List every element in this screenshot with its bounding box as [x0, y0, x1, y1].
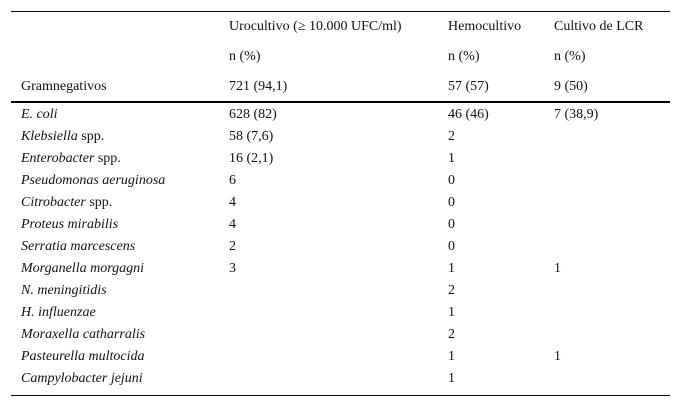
hemocultivo-value: 0 — [448, 195, 455, 210]
organism-name-italic: Citrobacter — [21, 195, 86, 210]
organism-name-suffix: spp. — [85, 195, 113, 210]
organism-name — [21, 239, 135, 255]
organism-name — [21, 107, 58, 123]
organism-name-italic: H. influenzae — [21, 305, 96, 320]
urocultivo-value: 4 — [229, 195, 236, 210]
urocultivo-value: 3 — [229, 261, 236, 276]
organism-name-italic: E. coli — [21, 107, 58, 122]
header-urocultivo-unit: n (%) — [229, 49, 261, 64]
urocultivo-value: 6 — [229, 173, 236, 188]
organism-name — [21, 283, 107, 299]
cultivo-lcr-value: 1 — [554, 349, 561, 364]
hemocultivo-value: 2 — [448, 327, 455, 342]
organism-name — [21, 305, 96, 321]
organism-name-italic: Proteus mirabilis — [21, 217, 119, 232]
organism-name — [21, 173, 165, 189]
organism-name-italic: Pseudomonas aeruginosa — [21, 173, 166, 188]
organism-name — [21, 151, 121, 167]
hemocultivo-value: 0 — [448, 173, 455, 188]
organism-name-italic: Moraxella catharralis — [21, 327, 146, 342]
table-top-rule — [11, 11, 670, 12]
cultivo-lcr-value: 1 — [554, 261, 561, 276]
hemocultivo-value: 1 — [448, 261, 455, 276]
organism-name — [21, 349, 145, 365]
organism-name — [21, 217, 118, 233]
hemocultivo-value: 1 — [448, 305, 455, 320]
table-header-rule — [11, 101, 670, 103]
cultivo-lcr-value: 7 (38,9) — [554, 107, 599, 122]
hemocultivo-value: 1 — [448, 371, 455, 386]
organism-name-italic: Enterobacter — [21, 151, 95, 166]
organism-name-italic: Klebsiella — [21, 129, 78, 144]
organism-name-italic: N. meningitidis — [21, 283, 107, 298]
table-bottom-rule — [11, 395, 670, 396]
organism-name-italic: Morganella morgagni — [21, 261, 145, 276]
hemocultivo-value: 2 — [448, 129, 455, 144]
organism-name — [21, 261, 144, 277]
organism-name-italic: Pasteurella multocida — [21, 349, 145, 364]
header-urocultivo: Urocultivo (≥ 10.000 UFC/ml) — [229, 19, 402, 34]
urocultivo-value: 4 — [229, 217, 236, 232]
hemocultivo-value: 1 — [448, 151, 455, 166]
urocultivo-value: 16 (2,1) — [229, 151, 274, 166]
organism-name — [21, 371, 143, 387]
header-urocultivo-total: 721 (94,1) — [229, 79, 288, 94]
urocultivo-value: 58 (7,6) — [229, 129, 274, 144]
organism-name-italic: Serratia marcescens — [21, 239, 136, 254]
hemocultivo-value: 2 — [448, 283, 455, 298]
hemocultivo-value: 46 (46) — [448, 107, 489, 122]
header-cultivo-lcr: Cultivo de LCR — [554, 19, 644, 34]
organism-name — [21, 327, 145, 343]
header-cultivo-lcr-unit: n (%) — [554, 49, 586, 64]
header-hemocultivo-total: 57 (57) — [448, 79, 489, 94]
hemocultivo-value: 0 — [448, 239, 455, 254]
organism-name — [21, 129, 104, 145]
hemocultivo-value: 1 — [448, 349, 455, 364]
organism-name-suffix: spp. — [77, 129, 105, 144]
header-row-label: Gramnegativos — [21, 79, 107, 94]
urocultivo-value: 2 — [229, 239, 236, 254]
organism-name-suffix: spp. — [94, 151, 121, 166]
header-hemocultivo: Hemocultivo — [448, 19, 522, 34]
organism-name — [21, 195, 112, 211]
header-hemocultivo-unit: n (%) — [448, 49, 480, 64]
urocultivo-value: 628 (82) — [229, 107, 277, 122]
header-cultivo-lcr-total: 9 (50) — [554, 79, 588, 94]
organism-name-italic: Campylobacter jejuni — [21, 371, 143, 386]
hemocultivo-value: 0 — [448, 217, 455, 232]
